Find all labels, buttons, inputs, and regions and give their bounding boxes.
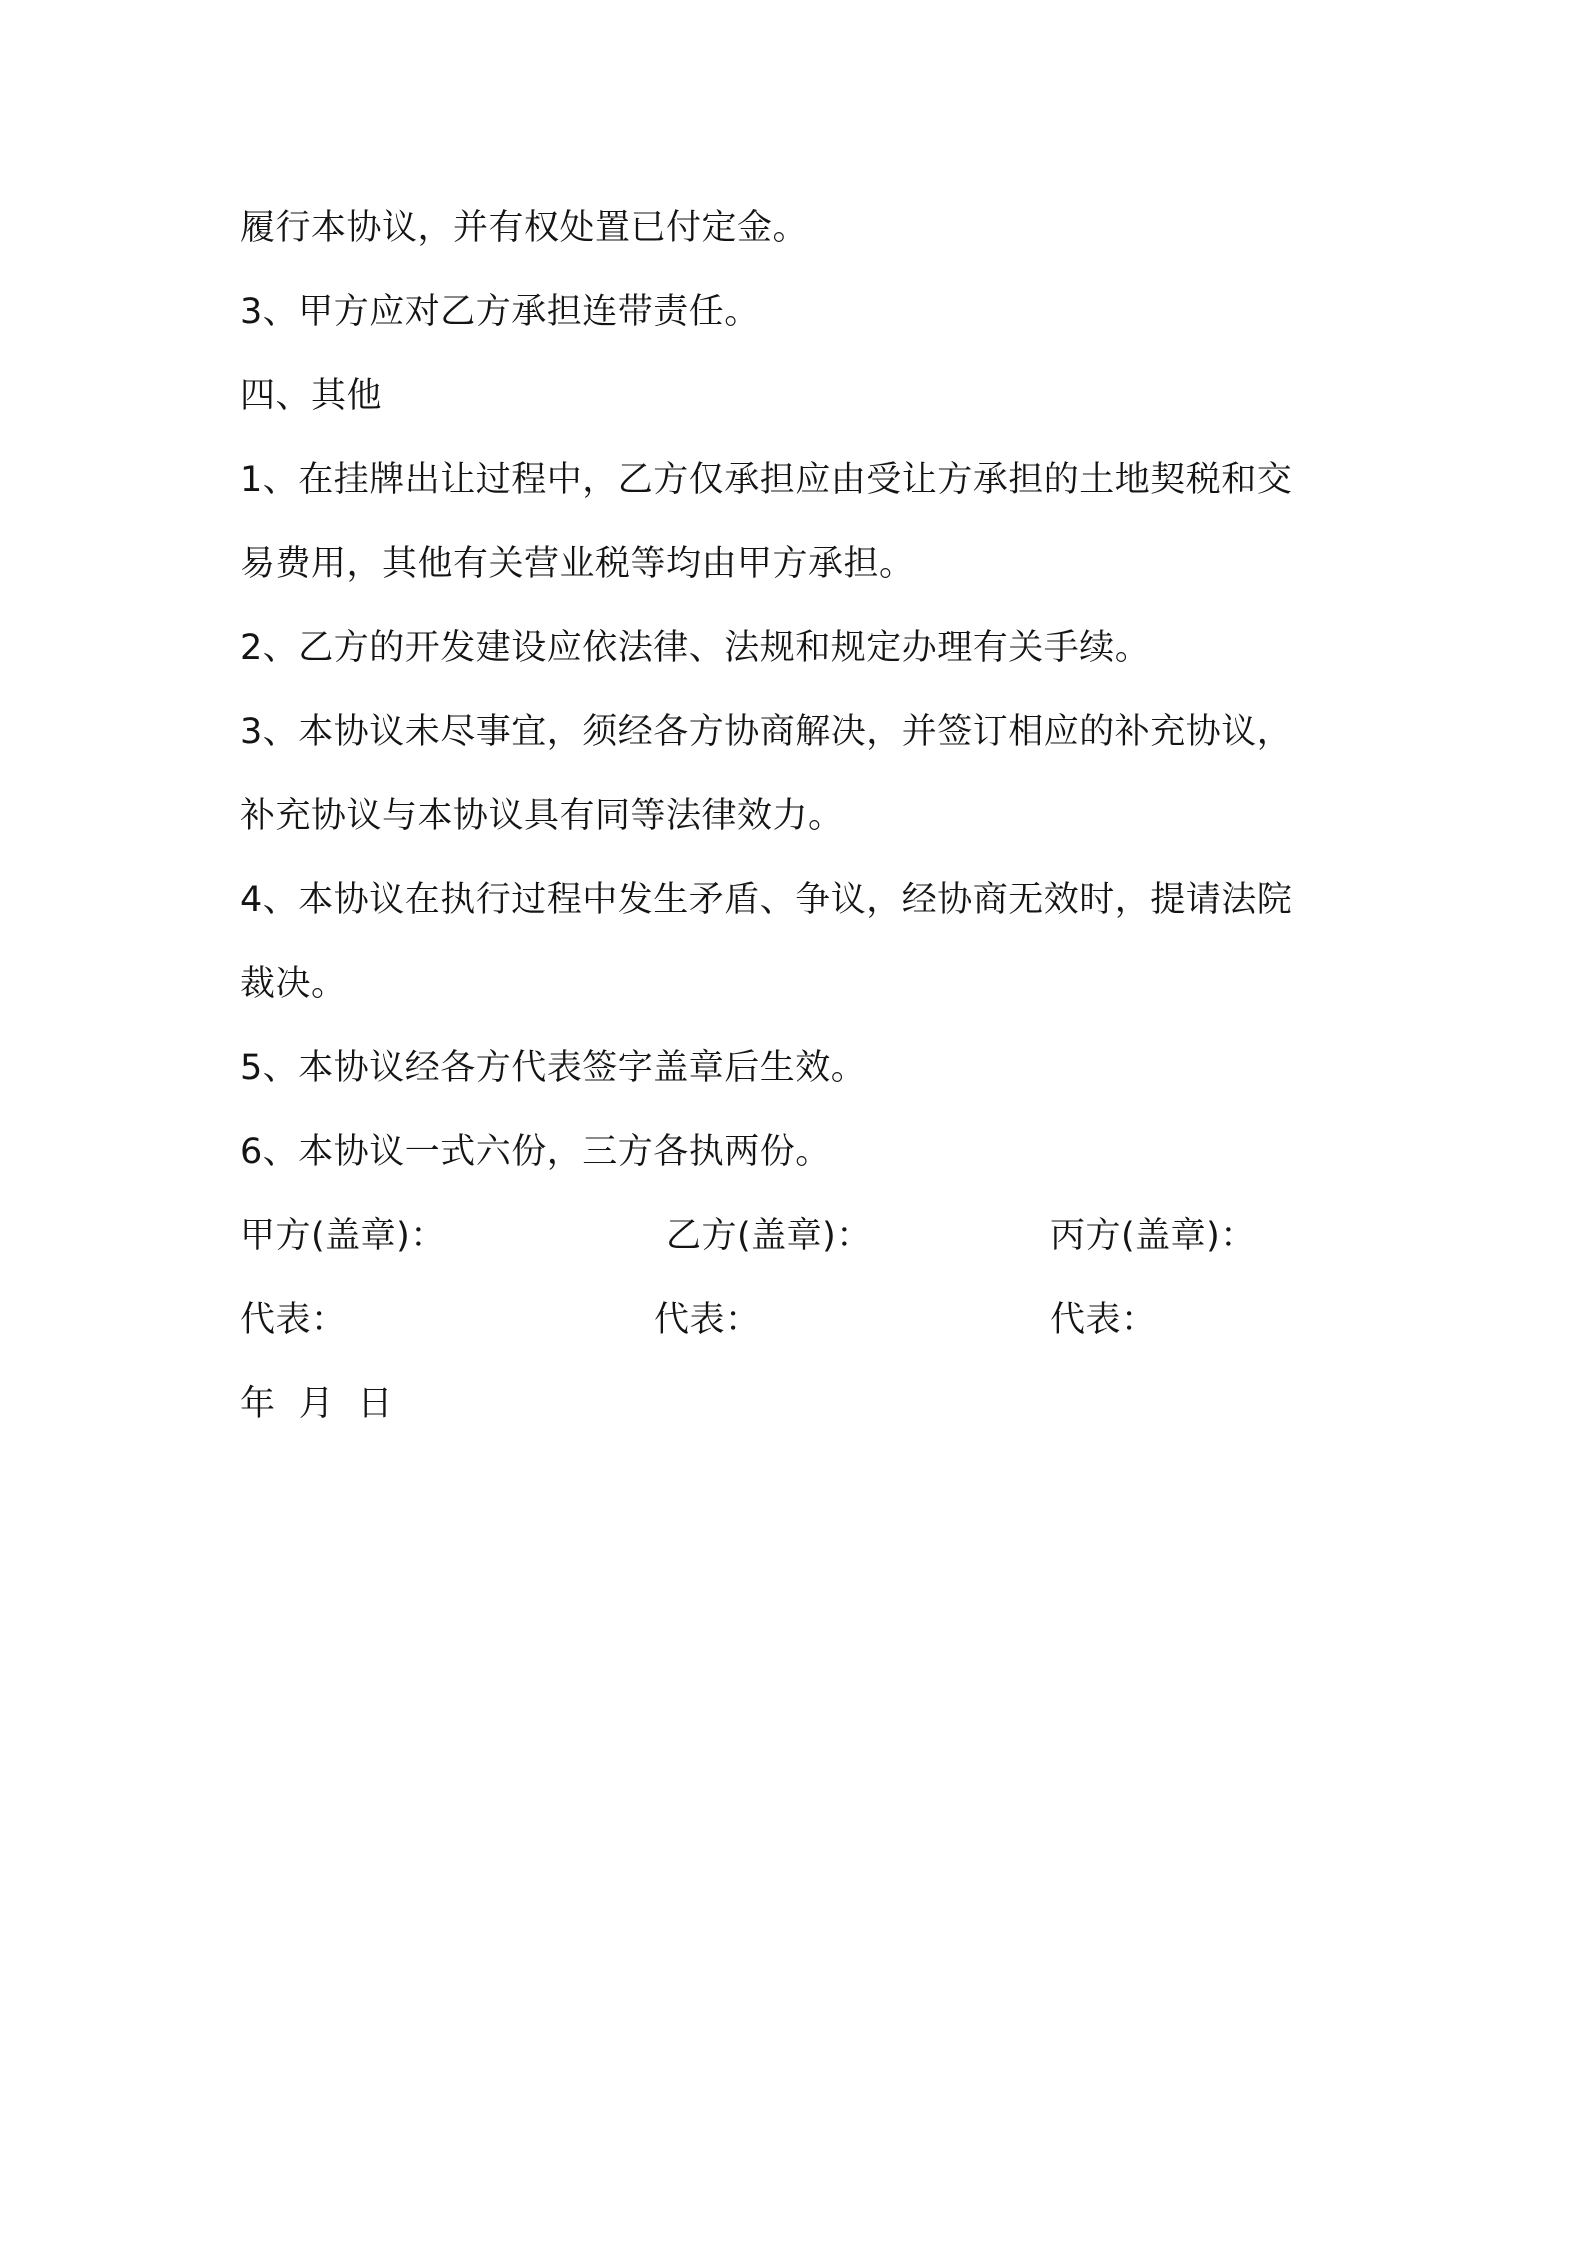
- clause-4-line-1: 4、本协议在执行过程中发生矛盾、争议，经协商无效时，提请法院: [240, 880, 1293, 920]
- party-c-seal-label: 丙方(盖章)：: [1050, 1216, 1256, 1256]
- clause-1-line-2: 易费用，其他有关营业税等均由甲方承担。: [240, 544, 915, 584]
- clause-2-line: 2、乙方的开发建设应依法律、法规和规定办理有关手续。: [240, 628, 1151, 668]
- clause-5-line: 5、本协议经各方代表签字盖章后生效。: [240, 1048, 867, 1088]
- clause-3-line-1: 3、本协议未尽事宜，须经各方协商解决，并签订相应的补充协议，: [240, 712, 1293, 752]
- clause-3-line: 3、甲方应对乙方承担连带责任。: [240, 292, 760, 332]
- party-c-representative-label: 代表：: [1050, 1300, 1157, 1340]
- clause-1-line-1: 1、在挂牌出让过程中，乙方仅承担应由受让方承担的土地契税和交: [240, 460, 1293, 500]
- clause-text-line: 履行本协议，并有权处置已付定金。: [240, 208, 809, 248]
- party-a-seal-label: 甲方(盖章)：: [240, 1216, 446, 1256]
- party-b-representative-label: 代表：: [654, 1300, 761, 1340]
- party-a-representative-label: 代表：: [240, 1300, 347, 1340]
- clause-4-line-2: 裁决。: [240, 964, 347, 1004]
- section-heading-other: 四、其他: [240, 376, 383, 416]
- clause-3-line-2: 补充协议与本协议具有同等法律效力。: [240, 796, 844, 836]
- party-b-seal-label: 乙方(盖章)：: [666, 1216, 872, 1256]
- signing-date-label: 年 月 日: [240, 1384, 394, 1424]
- clause-6-line: 6、本协议一式六份，三方各执两份。: [240, 1132, 831, 1172]
